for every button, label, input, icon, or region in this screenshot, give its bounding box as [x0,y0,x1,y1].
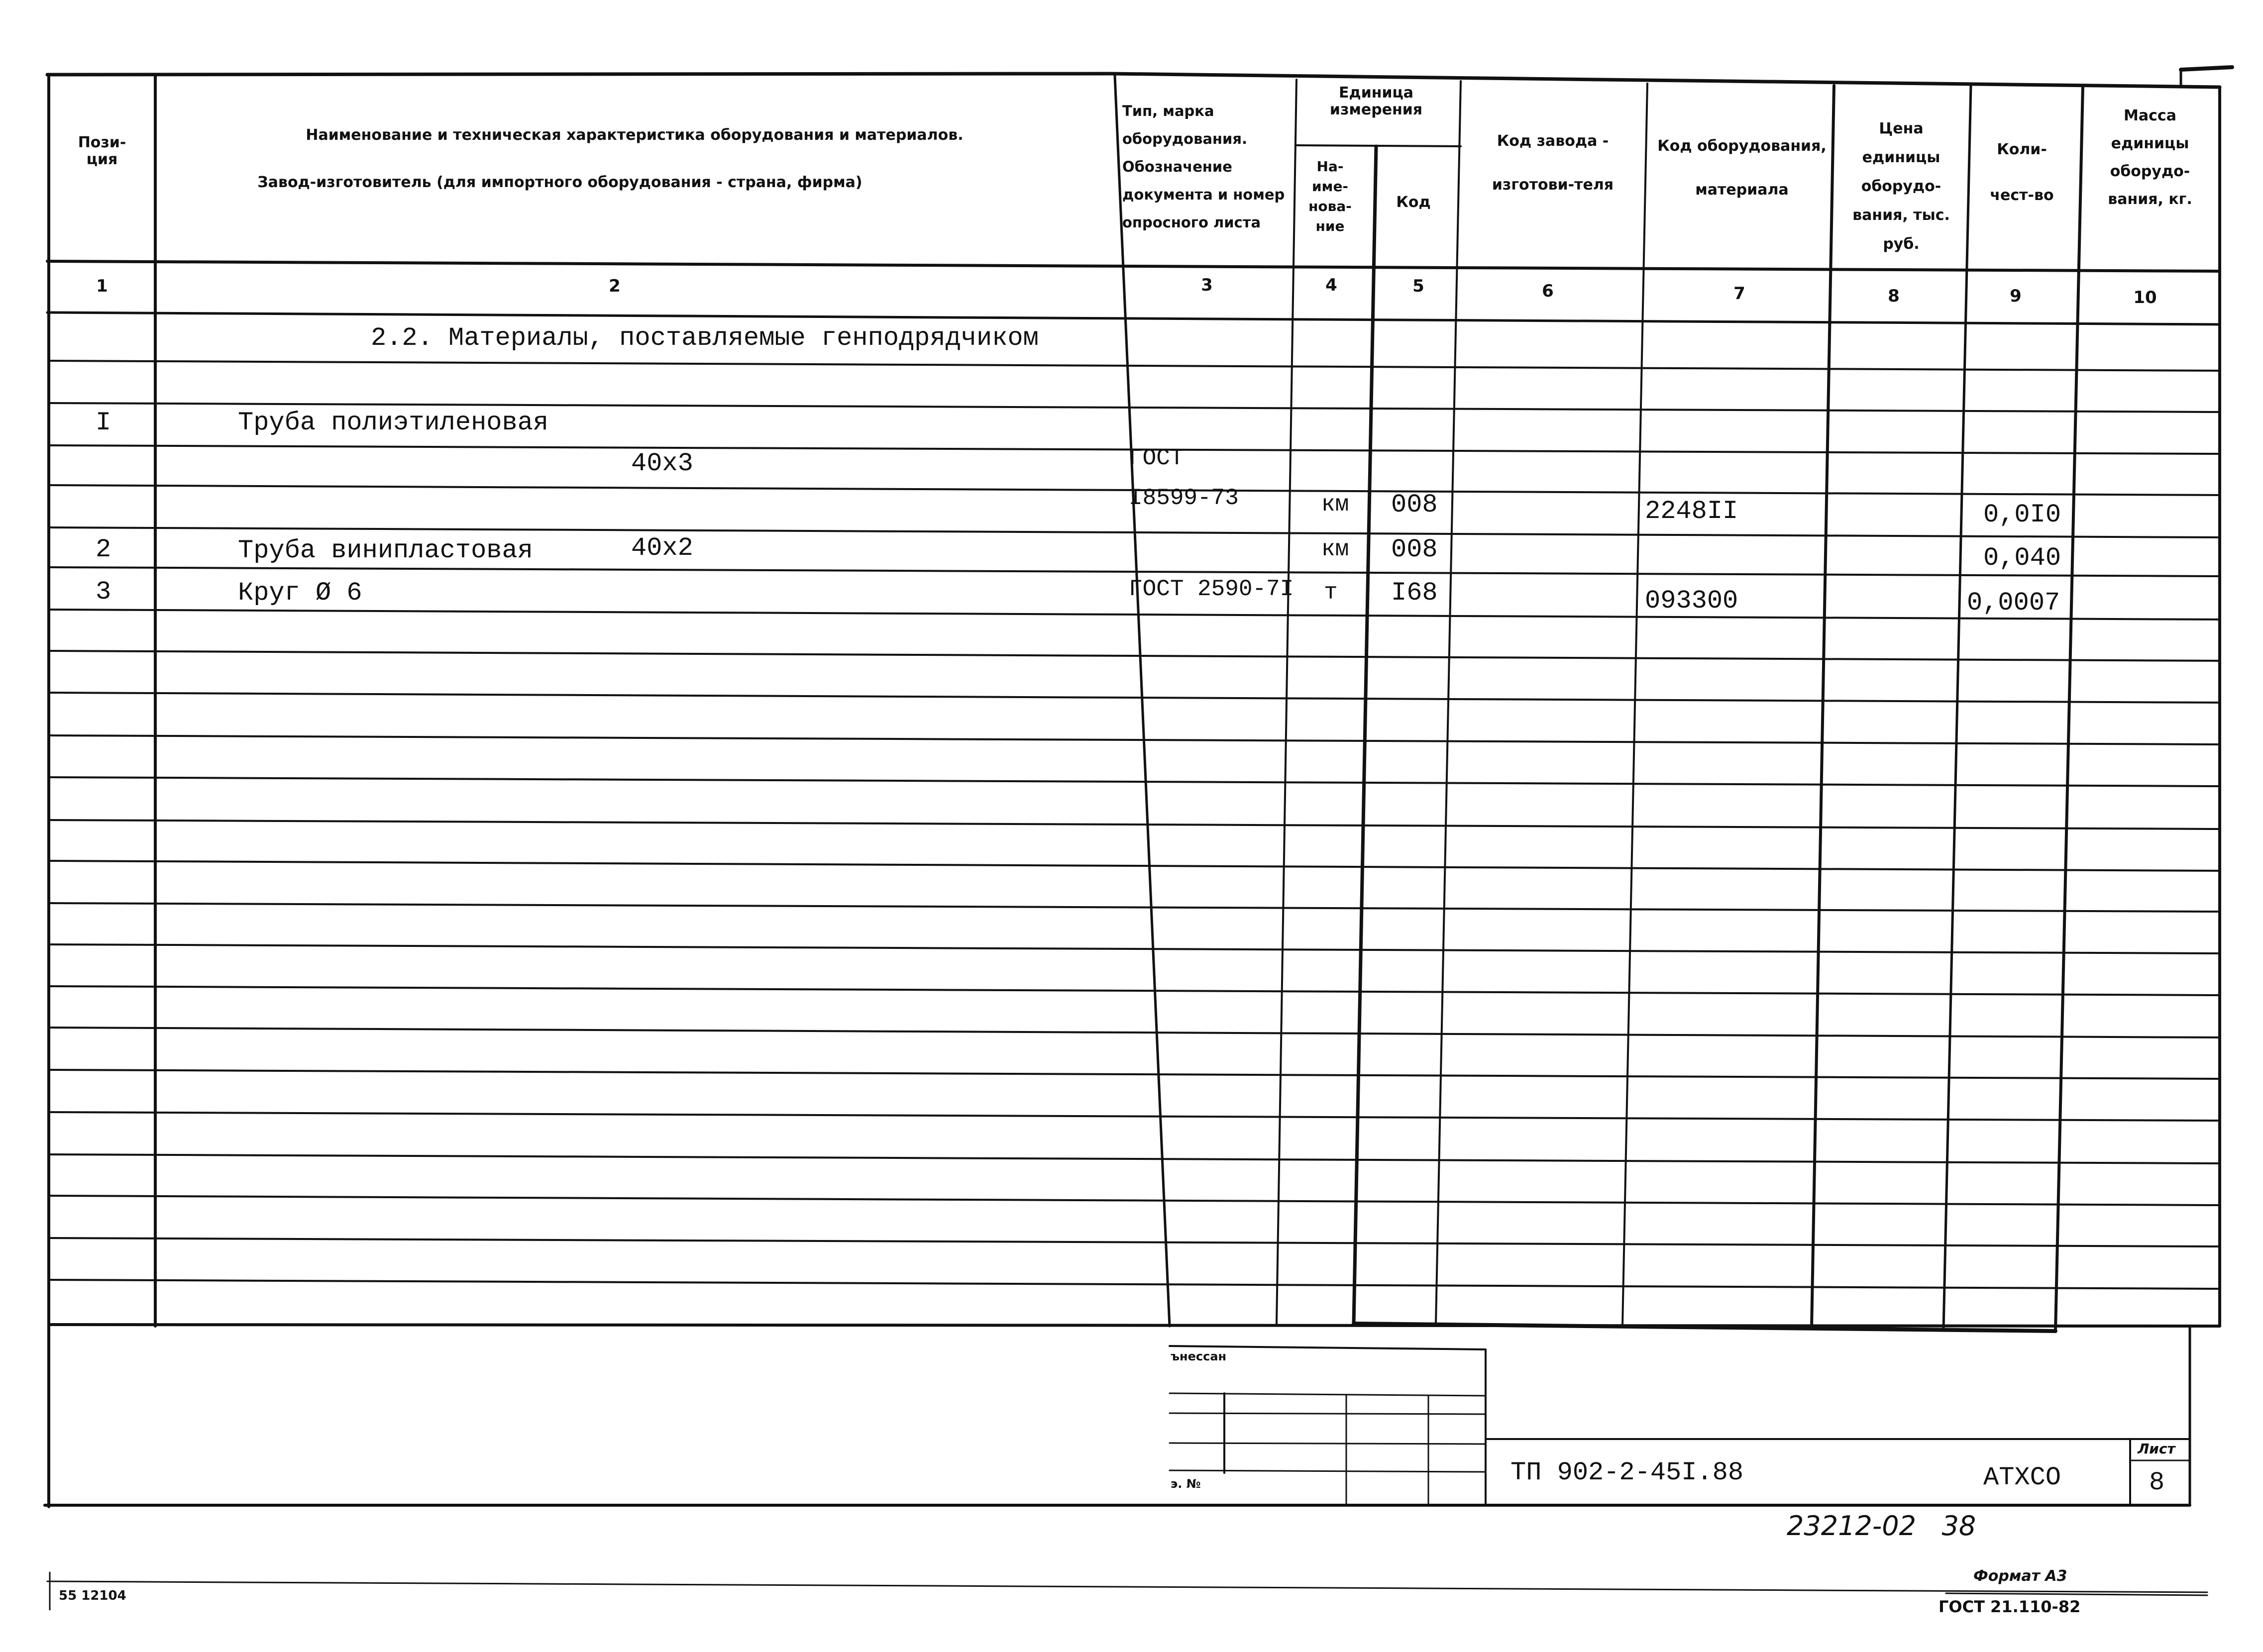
header-position: Пози- ция [78,134,126,168]
column-number-3: 3 [1201,275,1213,295]
row-1-position: I [96,408,111,437]
archive-number: 55 12104 [59,1588,126,1603]
section-title: 2.2. Материалы, поставляемые генподрядчиком [371,323,1039,353]
inventory-number: 23212-02 38 [1787,1510,1976,1542]
row-2-name: Труба винипластовая [238,536,533,565]
header-unit-code: Код [1396,194,1431,211]
sheet-number: 8 [2149,1468,2165,1497]
row-1-dimension: 40x3 [631,449,693,478]
row-1-quantity: 0,0I0 [1983,500,2061,529]
row-3-name: Круг Ø 6 [238,578,362,608]
header-name-line2: Завод-изготовитель (для импортного оборудования - страна, фирма) [257,174,862,191]
row-3-unit-code: I68 [1391,578,1438,608]
column-number-1: 1 [96,276,108,296]
header-quantity: Коли-чест-во [1990,141,2054,204]
row-3-standard: ГОСТ 2590-7I [1129,576,1294,602]
header-name-line1: Наименование и техническая характеристика оборудования и материалов. [306,126,964,144]
row-2-dimension: 40x2 [631,533,693,563]
document-number: ТП 902-2-45I.88 [1510,1458,1744,1487]
row-3-material-code: 093300 [1645,586,1738,616]
header-unit-group: Единица измерения [1329,84,1423,118]
format-label: Формат А3 [1973,1567,2067,1585]
row-1-unit-code: 008 [1391,490,1438,519]
row-2-unit-code: 008 [1391,535,1438,564]
column-number-6: 6 [1542,281,1554,301]
row-3-unit: т [1324,580,1338,606]
column-number-9: 9 [2010,286,2022,306]
column-number-7: 7 [1733,284,1745,304]
column-number-10: 10 [2133,288,2157,308]
header-material-code: Код оборудования, материала [1657,137,1827,199]
gost-label: ГОСТ 21.110-82 [1939,1597,2081,1616]
row-1-standard: ГОСТ [1129,445,1184,471]
header-type: Тип, марка оборудования. Обозначение документа и номер опросного листа [1122,103,1285,231]
row-3-position: 3 [96,577,111,607]
column-number-5: 5 [1412,276,1424,296]
stamp-fragment-bottom: э. № [1171,1477,1201,1491]
header-price: Цена единицы оборудо-вания, тыс. руб. [1852,120,1950,253]
row-1-unit: км [1321,492,1349,517]
column-number-2: 2 [609,276,621,296]
document-code: АТХСО [1983,1463,2061,1492]
stamp-fragment-top: ънессан [1171,1349,1227,1363]
row-1-name: Труба полиэтиленовая [238,408,549,437]
column-number-8: 8 [1888,286,1900,306]
row-2-quantity: 0,040 [1983,543,2061,573]
header-plant-code: Код завода - изготови-теля [1492,132,1614,194]
column-number-4: 4 [1325,275,1337,295]
header-mass: Масса единицы оборудо-вания, кг. [2108,107,2192,208]
row-3-quantity: 0,0007 [1967,588,2060,618]
row-2-unit: км [1321,536,1349,562]
header-unit-name: На-име-нова-ние [1308,158,1352,234]
row-1-material-code: 2248II [1645,497,1738,526]
row-2-position: 2 [96,535,111,564]
row-1-standard-number: I8599-73 [1129,485,1239,511]
sheet-label: Лист [2138,1441,2175,1457]
